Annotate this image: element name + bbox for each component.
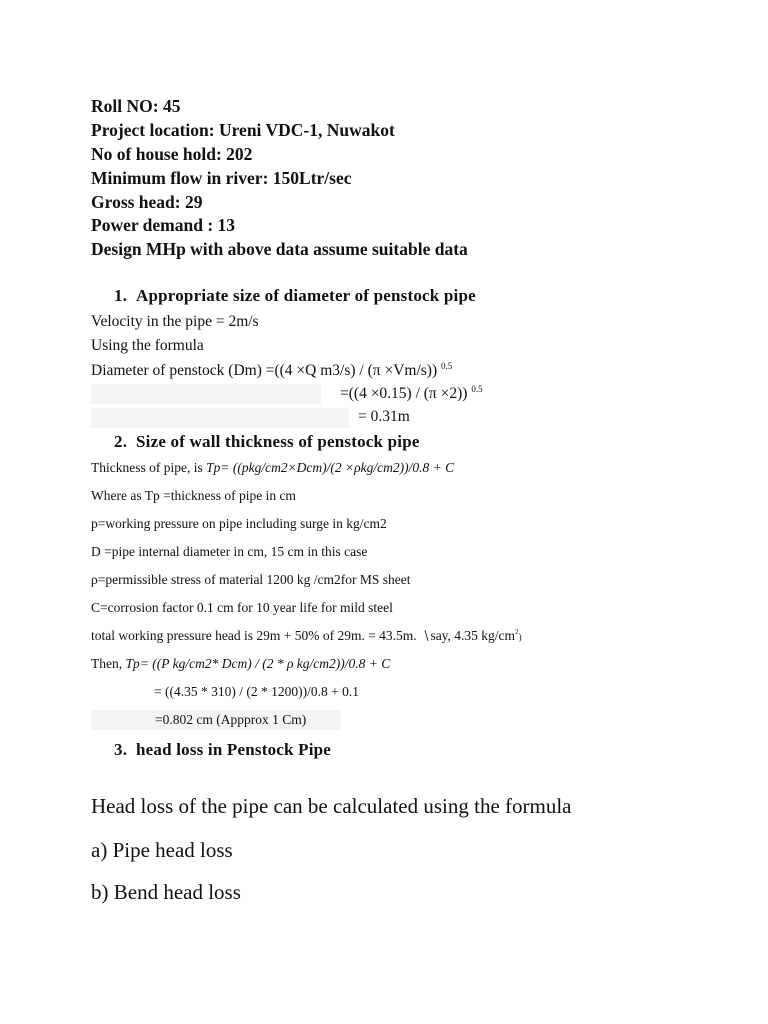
where-line: Where as Tp =thickness of pipe in cm	[91, 488, 296, 503]
diameter-formula	[91, 361, 452, 380]
diameter-formula-exponent: 0.5	[441, 361, 453, 371]
diameter-substitution-exponent: 0.5	[471, 384, 483, 394]
section-3-heading	[114, 740, 331, 760]
diameter-formula-text: Diameter of penstock (Dm) =((4 ×Q m3/s) / (π ×Vm/s))	[91, 362, 438, 379]
say-superscript: 2	[515, 628, 519, 636]
diameter-result: = 0.31m	[358, 408, 410, 425]
total-head-text: total working pressure head is 29m + 50% of 29m. = 43.5m.	[91, 628, 417, 643]
diameter-definition: D =pipe internal diameter in cm, 15 cm in this case	[91, 544, 368, 559]
power-demand: Power demand : 13	[91, 215, 236, 235]
total-head-line	[91, 628, 522, 644]
thickness-formula: Tp= ((pkg/cm2×Dcm)/(2 ×ρkg/cm2))/0.8 + C	[206, 460, 455, 475]
section-1-title: Appropriate size of diameter of penstock pipe	[136, 286, 476, 305]
households: No of house hold: 202	[91, 144, 253, 164]
roll-number: Roll NO: 45	[91, 96, 181, 116]
velocity-line: Velocity in the pipe = 2m/s	[91, 313, 259, 330]
section-1-number: 1.	[114, 286, 128, 305]
say-text: say, 4.35 kg/cm	[430, 628, 516, 643]
thickness-formula-line	[91, 460, 454, 476]
section-2-title: Size of wall thickness of penstock pipe	[136, 432, 420, 451]
shaded-band	[91, 384, 321, 404]
diameter-substitution-text: =((4 ×0.15) / (π ×2))	[340, 385, 468, 402]
pressure-definition: p=working pressure on pipe including surge in kg/cm2	[91, 516, 387, 531]
section-2-number: 2.	[114, 432, 128, 451]
then-formula-line	[91, 656, 390, 672]
section-3-number: 3.	[114, 740, 128, 759]
corrosion-definition: C=corrosion factor 0.1 cm for 10 year life for mild steel	[91, 600, 393, 615]
section-1-heading	[114, 286, 476, 306]
then-prefix: Then,	[91, 656, 126, 671]
tick-mark	[425, 630, 429, 641]
project-location: Project location: Ureni VDC-1, Nuwakot	[91, 120, 395, 140]
using-formula-line: Using the formula	[91, 337, 204, 354]
design-statement: Design MHp with above data assume suitable data	[91, 239, 468, 259]
section-2-heading	[114, 432, 420, 452]
say-close: )	[518, 632, 522, 642]
bend-head-loss-item: b) Bend head loss	[91, 880, 241, 904]
gross-head: Gross head: 29	[91, 192, 203, 212]
section-3-title: head loss in Penstock Pipe	[136, 740, 332, 759]
diameter-substitution	[340, 384, 483, 403]
minimum-flow: Minimum flow in river: 150Ltr/sec	[91, 168, 352, 188]
head-loss-intro: Head loss of the pipe can be calculated using the formula	[91, 794, 572, 818]
thickness-result: =0.802 cm (Appprox 1 Cm)	[155, 712, 307, 727]
then-formula: Tp= ((P kg/cm2* Dcm) / (2 * ρ kg/cm2))/0.8 + C	[125, 656, 391, 671]
stress-definition: ρ=permissible stress of material 1200 kg /cm2for MS sheet	[91, 572, 411, 587]
thickness-prefix: Thickness of pipe, is	[91, 460, 207, 475]
shaded-band	[91, 408, 349, 428]
pipe-head-loss-item: a) Pipe head loss	[91, 838, 233, 862]
thickness-calculation: = ((4.35 * 310) / (2 * 1200))/0.8 + 0.1	[154, 684, 359, 699]
